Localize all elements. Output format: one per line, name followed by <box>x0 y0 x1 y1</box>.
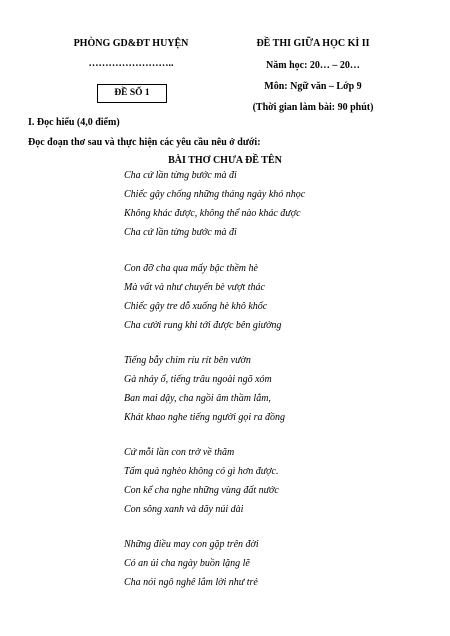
poem-line: Cha cứ lần từng bước mà đi <box>124 227 237 238</box>
exam-title: ĐỀ THI GIỮA HỌC KÌ II <box>256 38 370 49</box>
poem-line: Chiếc gậy chống những tháng ngày khó nhọc <box>124 189 306 200</box>
department-name: PHÒNG GD&ĐT HUYỆN <box>73 38 189 49</box>
section-instruction: Đọc đoạn thơ sau và thực hiện các yêu cầu nêu ở dưới: <box>28 137 261 148</box>
poem-line: Cha cứ lần từng bước mà đi <box>124 170 237 181</box>
poem-line: Cha cười rung khi tới được bên giường <box>124 320 282 331</box>
poem-line: Không khác được, không thể nào khác được <box>124 208 301 219</box>
poem-line: Con kể cha nghe những vùng đất nước <box>124 485 279 496</box>
poem-line: Tấm quà nghèo không có gì hơn được. <box>124 466 279 477</box>
poem-title: BÀI THƠ CHƯA ĐỀ TÊN <box>168 155 282 166</box>
time-limit: (Thời gian làm bài: 90 phút) <box>252 102 374 113</box>
poem-line: Có an ủi cha ngày buồn lặng lẽ <box>124 558 250 569</box>
section-title: I. Đọc hiểu (4,0 điểm) <box>28 117 120 128</box>
poem-line: Chiếc gậy tre dỗ xuống hè khô khốc <box>124 301 268 312</box>
poem-line: Ban mai dậy, cha ngồi âm thầm lắm, <box>124 393 271 404</box>
poem-line: Khát khao nghe tiếng người gọi ra đồng <box>124 412 286 423</box>
poem-line: Những điều may con gặp trên đời <box>124 539 259 550</box>
school-year: Năm học: 20… – 20… <box>266 60 360 71</box>
poem-line: Mà vất và như chuyến bè vượt thác <box>124 282 265 293</box>
exam-code-box: ĐỀ SỐ 1 <box>97 84 167 103</box>
district-placeholder: …………………….. <box>88 58 174 69</box>
poem-line: Con đỡ cha qua mấy bậc thềm hè <box>124 263 258 274</box>
poem-line: Cha nói ngô nghê lắm lời như trẻ <box>124 577 258 588</box>
poem-line: Gà nhảy ổ, tiếng trâu ngoài ngõ xóm <box>124 374 272 385</box>
poem-line: Tiếng bẫy chim ríu rít bên vườn <box>124 355 251 366</box>
poem-line: Cứ mỗi lần con trở về thăm <box>124 447 235 458</box>
subject-line: Môn: Ngữ văn – Lớp 9 <box>264 81 362 92</box>
poem-line: Con sông xanh và dãy núi dài <box>124 504 244 515</box>
